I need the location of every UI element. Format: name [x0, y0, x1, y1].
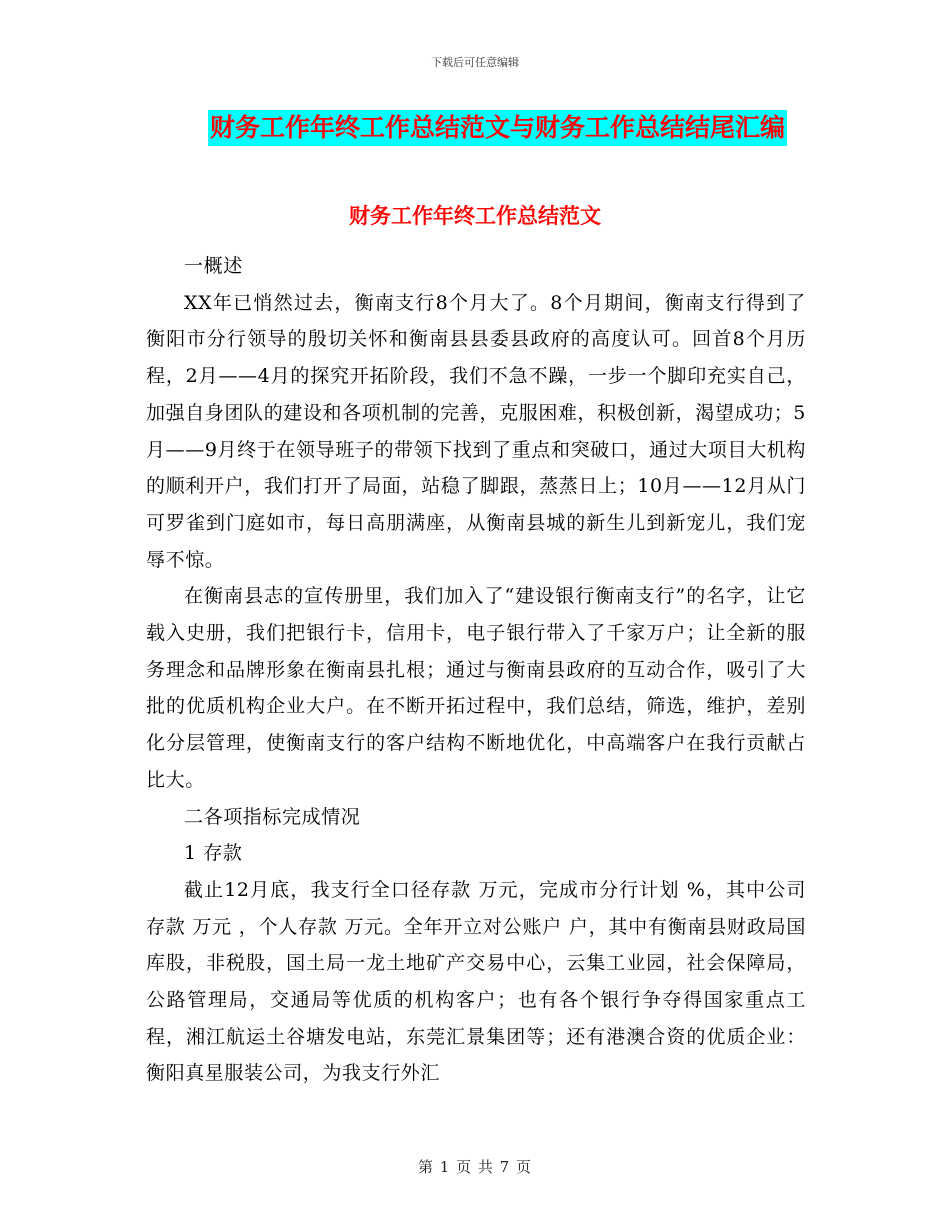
section-title: 财务工作年终工作总结范文 [349, 204, 601, 228]
body-paragraph: 截止12月底，我支行全口径存款 万元，完成市分行计划 %，其中公司存款 万元 ，个人存款 万元。全年开立对公账户 户，其中有衡南县财政局国库股，非税股，国土局一龙土地矿产交易中心，云集工业园，社会保障局，公路管理局，交通局等优质的机构客户；也有各个银行争夺得国家重点工程，湘江航运土谷塘发电站，东莞汇景集团等；还有港澳合资的优质企业：衡阳真星服装公司，为我支行外汇 [146, 878, 806, 1085]
body-paragraph: 在衡南县志的宣传册里，我们加入了“建设银行衡南支行”的名字，让它载入史册，我们把银行卡，信用卡，电子银行带入了千家万户；让全新的服务理念和品牌形象在衡南县扎根；通过与衡南县政府的互动合作，吸引了大批的优质机构企业大户。在不断开拓过程中，我们总结，筛选，维护，差别化分层管理，使衡南支行的客户结构不断地优化，中高端客户在我行贡献占比大。 [146, 585, 806, 791]
heading-deposits: 1 存款 [184, 842, 243, 865]
document-body [146, 248, 806, 1092]
heading-overview: 一概述 [184, 255, 243, 277]
document-title: 财务工作年终工作总结范文与财务工作总结结尾汇编 [208, 110, 787, 146]
body-paragraph: XX年已悄然过去，衡南支行8个月大了。8个月期间，衡南支行得到了衡阳市分行领导的殷切关怀和衡南县县委县政府的高度认可。回首8个月历程，2月——4月的探究开拓阶段，我们不急不躁，一步一个脚印充实自己，加强自身团队的建设和各项机制的完善，克服困难，积极创新，渴望成功；5月——9月终于在领导班子的带领下找到了重点和突破口，通过大项目大机构的顺利开户，我们打开了局面，站稳了脚跟，蒸蒸日上；10月——12月从门可罗雀到门庭如市，每日高朋满座，从衡南县城的新生儿到新宠儿，我们宠辱不惊。 [146, 291, 806, 571]
page-header-note: 下载后可任意编辑 [431, 56, 519, 69]
document-title-container [0, 110, 950, 146]
heading-indicators: 二各项指标完成情况 [184, 805, 361, 828]
page-number-footer: 第 1 页 共 7 页 [418, 1158, 532, 1176]
